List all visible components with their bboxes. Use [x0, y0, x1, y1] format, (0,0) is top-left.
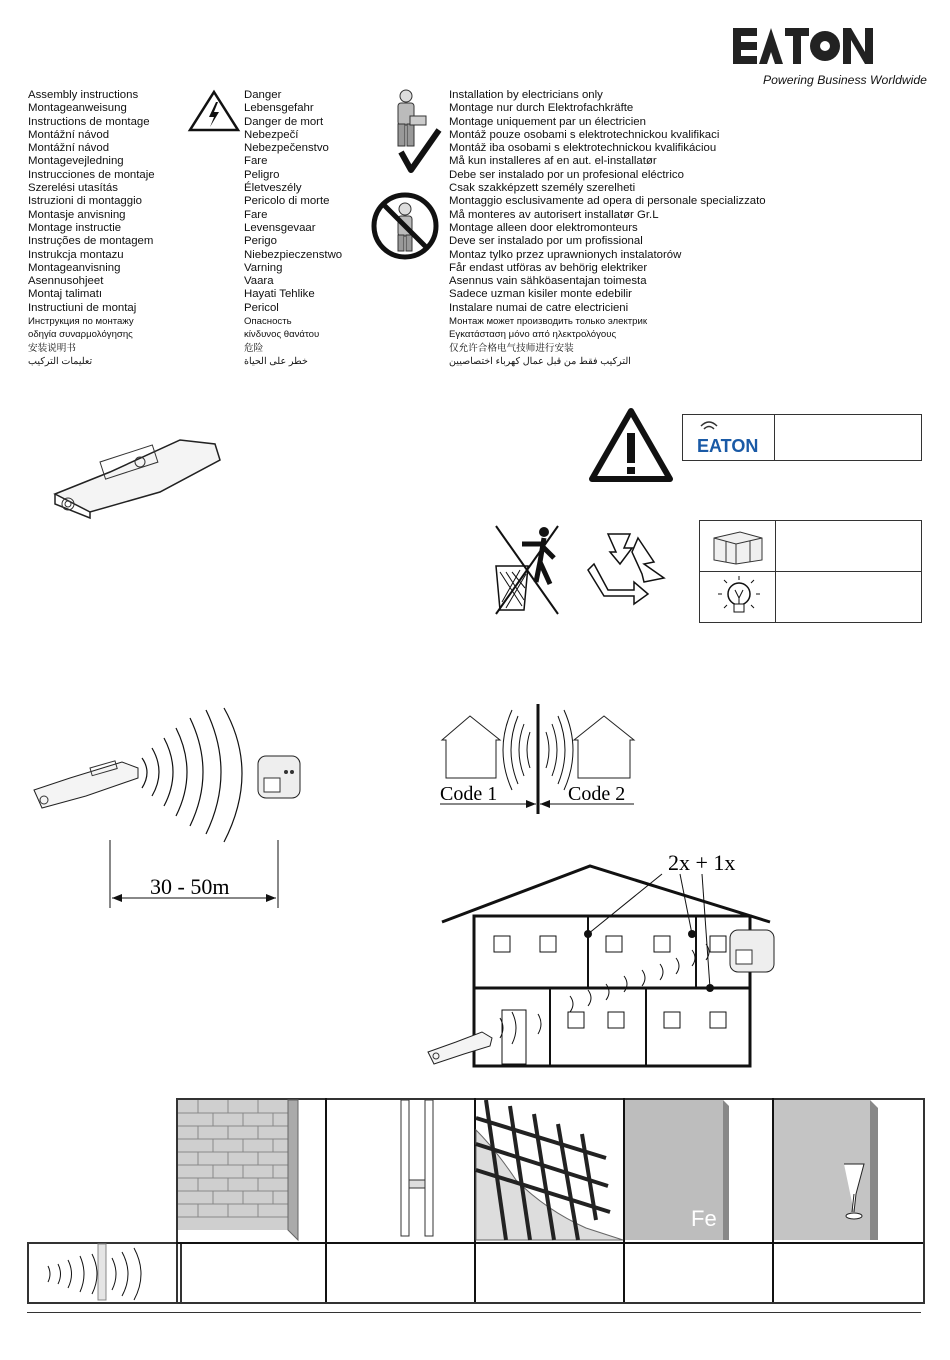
danger-word: Nebezpečenstvo: [244, 142, 329, 155]
electrician-note: Må monteres av autorisert installatør Gr.L: [449, 208, 659, 221]
assembly-title: Instrukcja montazu: [28, 248, 124, 261]
assembly-title: Montasje anvisning: [28, 208, 126, 221]
assembly-title: Montagevejledning: [28, 155, 124, 168]
checkmark-icon: [399, 128, 441, 172]
badge-brand-text: EATON: [697, 436, 759, 456]
code-separation-diagram: [438, 702, 638, 818]
danger-word: 危险: [244, 342, 264, 354]
house-receiver: [730, 930, 774, 972]
prohibited-layman-icon: [370, 191, 440, 261]
electrician-note: Montage alleen door elektromonteurs: [449, 221, 638, 234]
glass-panel-icon: [774, 1100, 921, 1240]
electrician-note: Asennus vain sähköasentajan toimesta: [449, 275, 647, 288]
danger-word: Pericol: [244, 301, 279, 314]
assembly-title: οδηγία συναρμολόγησης: [28, 329, 133, 341]
assembly-title: Istruzioni di montaggio: [28, 195, 142, 208]
code2-label: Code 2: [568, 783, 626, 805]
transmitter-small: [34, 761, 138, 808]
electrician-note: Deve ser instalado por um profissional: [449, 235, 643, 248]
assembly-title: Instrucciones de montaje: [28, 168, 155, 181]
danger-word: Vaara: [244, 275, 274, 288]
brick-wall-icon: [178, 1100, 325, 1240]
wireless-eaton-logo: [695, 418, 763, 456]
brand-tagline: Powering Business Worldwide: [763, 73, 927, 87]
danger-word: Niebezpieczenstwo: [244, 248, 343, 261]
house-repeater-diagram: [420, 846, 780, 1070]
danger-word: Peligro: [244, 168, 280, 181]
electrician-note: 仅允许合格电气技师进行安装: [449, 342, 574, 354]
repeater-label: 2x + 1x: [668, 850, 736, 875]
assembly-title: 安装说明书: [28, 342, 76, 354]
electrician-note: Montage uniquement par un électricien: [449, 115, 646, 128]
assembly-title: Montážní návod: [28, 142, 110, 155]
electrician-note: التركيب فقط من قبل عمال كهرباء اختصاصيين: [449, 355, 631, 367]
signal-penetration-icon: [40, 1244, 170, 1300]
danger-word: Опасность: [244, 316, 292, 328]
danger-word: Lebensgefahr: [244, 102, 314, 115]
assembly-title: Assembly instructions: [28, 89, 139, 101]
electrician-note: Installation by electricians only: [449, 89, 603, 101]
assembly-title: Szerelési utasítás: [28, 182, 118, 195]
electrician-notes-list: [449, 89, 766, 368]
assembly-title: Montage instructie: [28, 221, 122, 234]
danger-word: Danger: [244, 89, 282, 101]
assembly-title: Montageanweisung: [28, 102, 127, 115]
assembly-title: Инструкция по монтажу: [28, 316, 134, 328]
metal-label: Fe: [691, 1206, 717, 1231]
assembly-title: Montageanvisning: [28, 261, 121, 274]
electrician-note: Debe ser instalado por un profesional eléctrico: [449, 168, 684, 181]
danger-word: Pericolo di morte: [244, 195, 330, 208]
danger-word: Nebezpečí: [244, 128, 299, 141]
range-label: 30 - 50m: [150, 874, 230, 899]
electrician-note: Montage nur durch Elektrofachkräfte: [449, 102, 634, 115]
danger-word: Varning: [244, 261, 283, 274]
range-diagram: [30, 708, 320, 912]
electrician-note: Montáž iba osobami s elektrotechnickou kvalifikáciou: [449, 142, 717, 155]
badge-divider: [774, 414, 775, 460]
electrician-note: Sadece uzman kisiler monte edebilir: [449, 288, 632, 301]
danger-word: Perigo: [244, 235, 277, 248]
reinforced-concrete-icon: [476, 1100, 623, 1240]
assembly-title: تعليمات التركيب: [28, 355, 93, 367]
danger-words-list: [244, 89, 342, 368]
electrician-note: Montáž pouze osobami s elektrotechnickou kvalifikaci: [449, 128, 720, 141]
danger-word: Fare: [244, 155, 268, 168]
assembly-title: Instructiuni de montaj: [28, 301, 137, 314]
danger-word: Fare: [244, 208, 268, 221]
assembly-title: Montaj talimatı: [28, 288, 103, 301]
danger-word: Danger de mort: [244, 115, 324, 128]
materials-row-divider: [176, 1242, 923, 1244]
package-icon: [710, 528, 766, 564]
assembly-titles-list: [28, 89, 155, 368]
electrician-note: Монтаж может производить только электрик: [449, 316, 648, 328]
recycle-icon: [584, 530, 670, 606]
danger-word: κίνδυνος θανάτου: [244, 329, 320, 341]
danger-word: Levensgevaar: [244, 221, 316, 234]
assembly-title: Instructions de montage: [28, 115, 150, 128]
eaton-logo: [733, 26, 875, 66]
electric-hazard-icon: [188, 90, 240, 132]
electrician-note: Må kun installeres af en aut. el-installatør: [449, 155, 657, 168]
assembly-title: Instruções de montagem: [28, 235, 154, 248]
remote-transmitter-illustration: [50, 432, 230, 518]
electrician-note: Montaggio esclusivamente ad opera di personale specializzato: [449, 195, 766, 208]
danger-word: خطر على الحياة: [244, 355, 308, 367]
lightbulb-icon: [712, 574, 766, 622]
metal-panel-icon: [625, 1100, 772, 1240]
electrician-note: Instalare numai de catre electricieni: [449, 301, 629, 314]
electrician-note: Får endast utföras av behörig elektriker: [449, 261, 648, 274]
footer-rule: [27, 1312, 921, 1313]
warning-triangle-icon: [588, 407, 674, 483]
danger-word: Hayati Tehlike: [244, 288, 315, 301]
electrician-note: Εγκατάσταση μόνο από ηλεκτρολόγους: [449, 329, 617, 341]
electrician-note: Csak szakképzett személy szerelheti: [449, 182, 636, 195]
assembly-title: Asennusohjeet: [28, 275, 104, 288]
receiver-actuator: [258, 756, 300, 798]
assembly-title: Montážní návod: [28, 128, 110, 141]
danger-word: Életveszély: [244, 182, 302, 195]
contents-table-row-divider: [699, 571, 921, 572]
plasterboard-icon: [327, 1100, 474, 1240]
code1-label: Code 1: [440, 783, 498, 805]
electrician-note: Montaz tylko przez uprawnionych instalatorów: [449, 248, 682, 261]
no-trash-disposal-icon: [492, 522, 562, 616]
